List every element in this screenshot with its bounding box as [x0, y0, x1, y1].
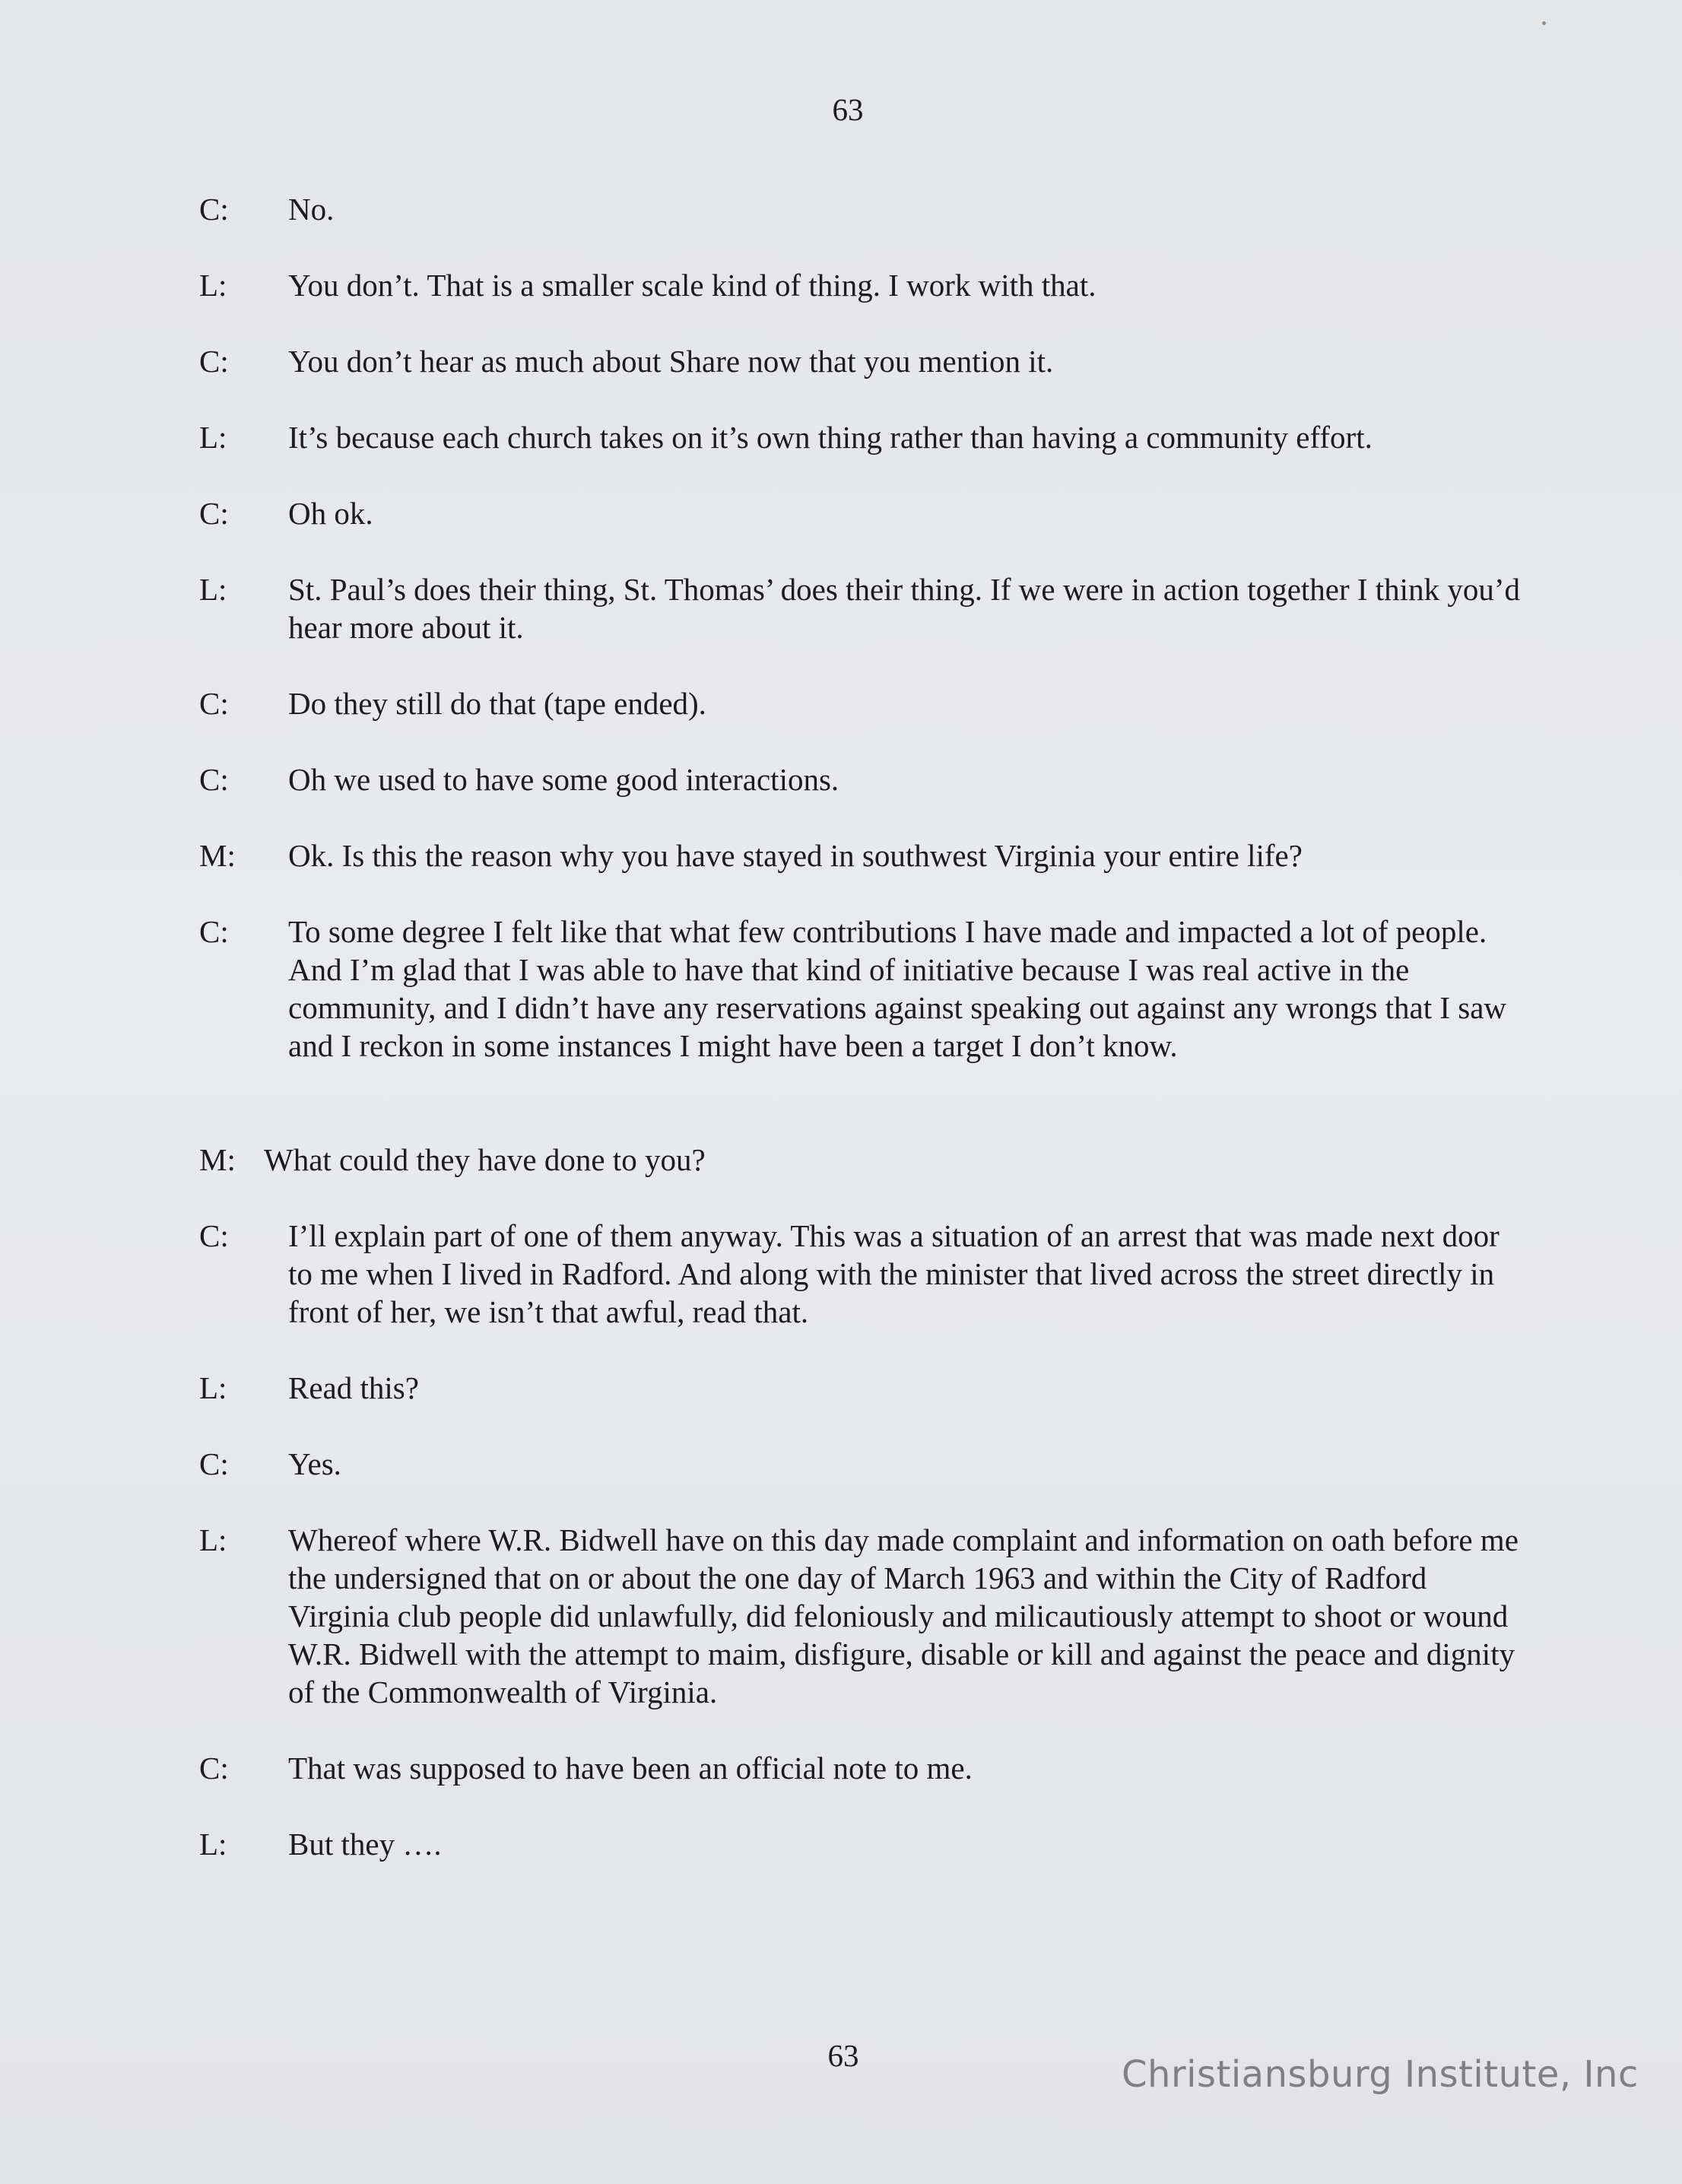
transcript-turn	[199, 570, 1522, 646]
page-number-bottom: 63	[827, 2038, 859, 2073]
speech-text: That was supposed to have been an official note to me.	[288, 1751, 973, 1786]
speaker-label: C:	[199, 762, 229, 797]
transcript-turn	[199, 1749, 1522, 1787]
speech-text: Oh we used to have some good interactions.	[288, 762, 839, 797]
transcript-turn	[199, 494, 1522, 532]
transcript-turn	[199, 684, 1522, 722]
speech-text: Do they still do that (tape ended).	[288, 686, 706, 721]
speech-text: I’ll explain part of one of them anyway. This was a situation of an arrest that was made next door to me when I lived in Radford. And along with the minister that lived across the street directly in front of her, we isn’t that awful, read that.	[288, 1218, 1500, 1329]
speech-text: Yes.	[288, 1446, 341, 1481]
speaker-label: M:	[199, 838, 236, 873]
transcript-turn	[199, 266, 1522, 304]
transcript-turn	[199, 1217, 1522, 1331]
transcript-turn	[199, 913, 1522, 1065]
speech-text: Oh ok.	[288, 496, 373, 531]
transcript-turn	[199, 190, 1522, 228]
speaker-label: C:	[199, 496, 229, 531]
speaker-label: L:	[199, 572, 227, 607]
watermark: Christiansburg Institute, Inc	[1122, 2053, 1639, 2096]
transcript-turn	[199, 836, 1522, 875]
speaker-label: C:	[199, 1446, 229, 1481]
speaker-label: L:	[199, 1827, 227, 1862]
transcript-turn	[199, 342, 1522, 380]
speech-text: No.	[288, 192, 335, 227]
speaker-label: C:	[199, 914, 229, 949]
page-number-top: 63	[832, 92, 864, 127]
speaker-label: M:	[199, 1142, 236, 1177]
speaker-label: C:	[199, 1751, 229, 1786]
transcript-turn	[199, 1521, 1522, 1711]
speech-text: St. Paul’s does their thing, St. Thomas’ does their thing. If we were in action together I think you’d hear more about it.	[288, 572, 1520, 645]
speech-text: You don’t. That is a smaller scale kind of thing. I work with that.	[288, 268, 1096, 303]
transcript-turn	[199, 1825, 1522, 1863]
speech-text: You don’t hear as much about Share now that you mention it.	[288, 344, 1054, 379]
speaker-label: C:	[199, 1218, 229, 1253]
transcript-turn	[199, 1445, 1522, 1483]
speaker-label: L:	[199, 1370, 227, 1405]
speaker-label: L:	[199, 1522, 227, 1557]
speaker-label: C:	[199, 686, 229, 721]
speech-text: Ok. Is this the reason why you have stayed in southwest Virginia your entire life?	[288, 838, 1303, 873]
speaker-label: C:	[199, 344, 229, 379]
speech-text: But they ….	[288, 1827, 442, 1862]
speech-text: To some degree I felt like that what few contributions I have made and impacted a lot of people. And I’m glad that I was able to have that kind of initiative because I was real active in the community, and I didn’t have any reservations against speaking out against any wrongs that I saw and I reckon in some instances I might have been a target I don’t know.	[288, 914, 1507, 1063]
speaker-label: L:	[199, 268, 227, 303]
speech-text: It’s because each church takes on it’s own thing rather than having a community effort.	[288, 420, 1373, 455]
speech-text: Read this?	[288, 1370, 419, 1405]
speaker-label: L:	[199, 420, 227, 455]
speech-text: What could they have done to you?	[264, 1142, 706, 1177]
speaker-label: C:	[199, 192, 229, 227]
transcript-turn	[199, 1369, 1522, 1407]
transcript-turn	[199, 760, 1522, 798]
speech-text: Whereof where W.R. Bidwell have on this day made complaint and information on oath before me the undersigned that on or about the one day of March 1963 and within the City of Radford Virginia club people did unlawfully, did feloniously and milicautiously attempt to shoot or wound W.R. Bidwell with the attempt to maim, disfigure, disable or kill and against the peace and dignity of the Commonwealth of Virginia.	[288, 1522, 1519, 1709]
transcript-turn	[199, 1141, 1522, 1179]
transcript-turn	[199, 418, 1522, 456]
paper-speck	[1542, 21, 1546, 25]
